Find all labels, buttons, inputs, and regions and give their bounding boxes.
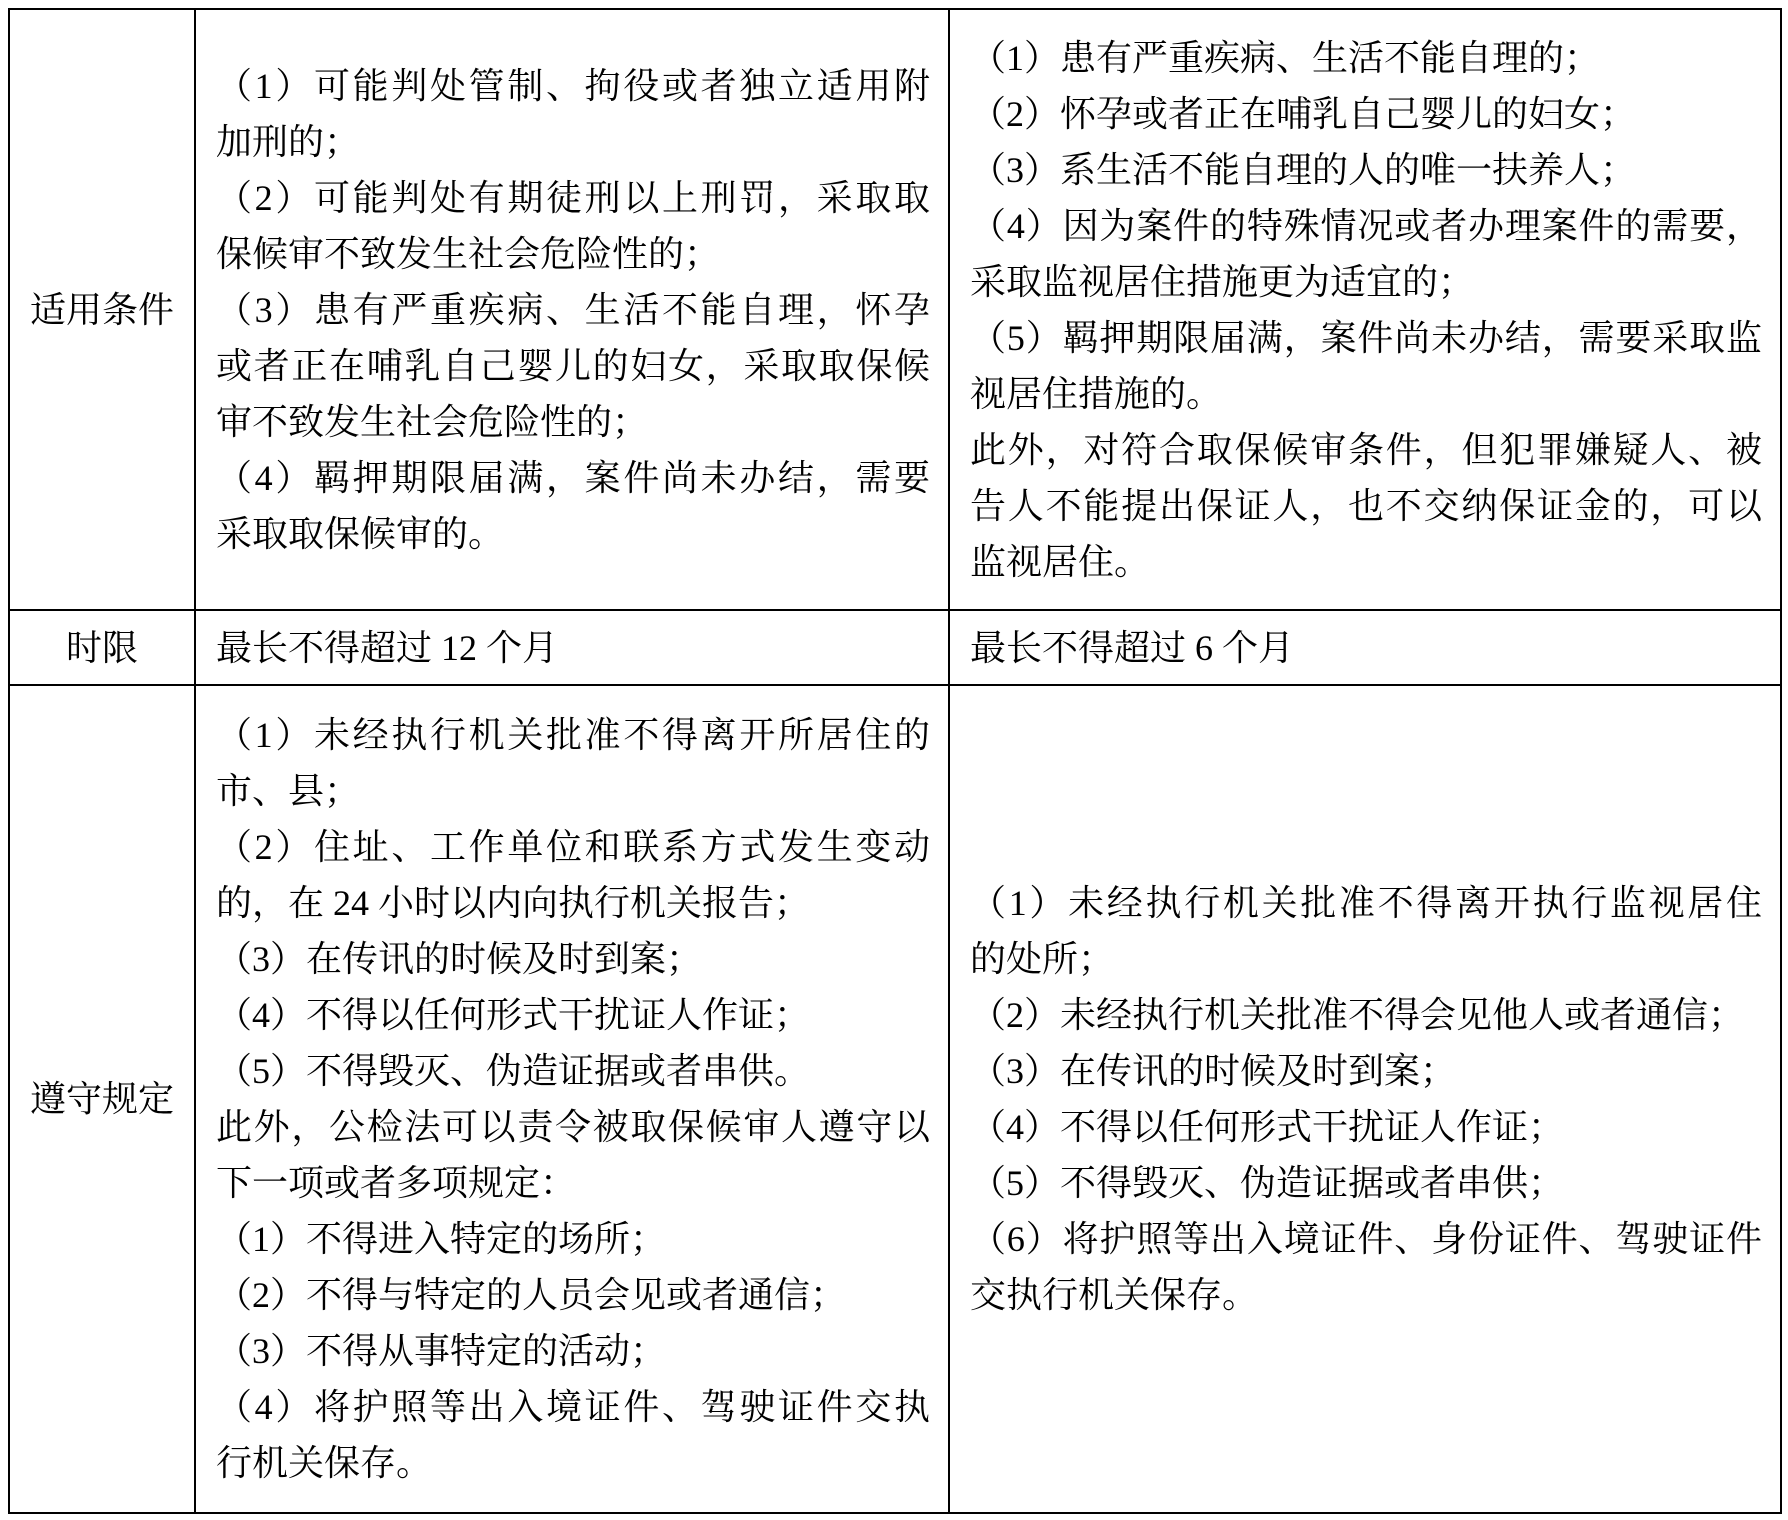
- paragraph: [970, 620, 1762, 676]
- paragraph: [216, 620, 930, 676]
- text-line: （2）未经执行机关批准不得会见他人或者通信；: [970, 995, 1745, 1035]
- text-line: （2）怀孕或者正在哺乳自己婴儿的妇女；: [970, 93, 1637, 134]
- text-line: 市、县；: [216, 771, 361, 811]
- text-line: 最长不得超过 6 个月: [970, 627, 1295, 668]
- text-line: （2）住址、工作单位和联系方式发生变动: [216, 827, 930, 867]
- paragraph: [216, 1043, 930, 1099]
- paragraph: [216, 1099, 930, 1211]
- conditions-col-a-cell: [196, 10, 950, 611]
- paragraph: [216, 282, 930, 450]
- rules-col-b-cell: [950, 686, 1782, 1514]
- paragraph: [970, 142, 1762, 198]
- text-line: （4）不得以任何形式干扰证人作证；: [970, 1107, 1565, 1147]
- text-line: （3）在传讯的时候及时到案；: [216, 939, 703, 979]
- paragraph: [216, 931, 930, 987]
- text-line: （2）不得与特定的人员会见或者通信；: [216, 1275, 847, 1315]
- text-line: （3）系生活不能自理的人的唯一扶养人；: [970, 149, 1637, 190]
- text-line: 此外，公检法可以责令被取保候审人遵守以: [216, 1107, 930, 1147]
- text-line: 采取监视居住措施更为适宜的；: [970, 261, 1475, 302]
- text-line: （4）不得以任何形式干扰证人作证；: [216, 995, 811, 1035]
- text-line: 最长不得超过 12 个月: [216, 627, 559, 668]
- paragraph: [970, 310, 1762, 422]
- paragraph: [216, 1379, 930, 1491]
- text-line: 行机关保存。: [216, 1443, 433, 1483]
- paragraph: [216, 1267, 930, 1323]
- text-line: （4）将护照等出入境证件、驾驶证件交执: [216, 1387, 930, 1427]
- text-line: （1）未经执行机关批准不得离开执行监视居住: [970, 883, 1762, 923]
- paragraph: [970, 198, 1762, 310]
- text-line: 加刑的；: [216, 121, 361, 162]
- text-line: 视居住措施的。: [970, 373, 1223, 414]
- text-line: 保候审不致发生社会危险性的；: [216, 233, 721, 274]
- text-line: 下一项或者多项规定：: [216, 1163, 577, 1203]
- text-line: 审不致发生社会危险性的；: [216, 401, 649, 442]
- row-label-cell-conditions: [10, 10, 196, 611]
- text-line: （3）不得从事特定的活动；: [216, 1331, 667, 1371]
- row-label-cell-rules: [10, 686, 196, 1514]
- comparison-table: [8, 8, 1782, 1514]
- text-line: （1）可能判处管制、拘役或者独立适用附: [216, 65, 930, 106]
- paragraph: [970, 987, 1762, 1043]
- text-line: （4）羁押期限届满，案件尚未办结，需要: [216, 457, 930, 498]
- paragraph: [970, 422, 1762, 590]
- text-line: （3）在传讯的时候及时到案；: [970, 1051, 1457, 1091]
- paragraph: [216, 1323, 930, 1379]
- paragraph: [970, 1211, 1762, 1323]
- paragraph: [970, 30, 1762, 86]
- text-line: （1）不得进入特定的场所；: [216, 1219, 667, 1259]
- text-line: 采取取保候审的。: [216, 513, 505, 554]
- conditions-col-b-cell: [950, 10, 1782, 611]
- text-line: （5）不得毁灭、伪造证据或者串供；: [970, 1163, 1565, 1203]
- rules-col-a-cell: [196, 686, 950, 1514]
- text-line: （1）患有严重疾病、生活不能自理的；: [970, 37, 1601, 78]
- text-line: （1）未经执行机关批准不得离开所居住的: [216, 715, 930, 755]
- text-line: （5）羁押期限届满，案件尚未办结，需要采取监: [970, 317, 1762, 358]
- text-line: 的，在 24 小时以内向执行机关报告；: [216, 883, 811, 923]
- row-label: 时限: [65, 627, 138, 668]
- row-label: 遵守规定: [29, 1079, 174, 1119]
- text-line: 或者正在哺乳自己婴儿的妇女，采取取保候: [216, 345, 930, 386]
- paragraph: [970, 875, 1762, 987]
- paragraph: [970, 1155, 1762, 1211]
- paragraph: [216, 450, 930, 562]
- time-limit-col-a-cell: [196, 611, 950, 686]
- paragraph: [970, 1099, 1762, 1155]
- text-line: （2）可能判处有期徒刑以上刑罚，采取取: [216, 177, 930, 218]
- row-label-cell-time-limit: [10, 611, 196, 686]
- time-limit-col-b-cell: [950, 611, 1782, 686]
- row-label: 适用条件: [29, 289, 174, 330]
- text-line: （4）因为案件的特殊情况或者办理案件的需要，: [970, 205, 1762, 246]
- paragraph: [970, 86, 1762, 142]
- paragraph: [216, 819, 930, 931]
- text-line: （3）患有严重疾病、生活不能自理，怀孕: [216, 289, 930, 330]
- paragraph: [216, 987, 930, 1043]
- text-line: 告人不能提出保证人，也不交纳保证金的，可以: [970, 485, 1762, 526]
- text-line: 监视居住。: [970, 541, 1151, 582]
- paragraph: [216, 170, 930, 282]
- paragraph: [970, 1043, 1762, 1099]
- paragraph: [216, 707, 930, 819]
- text-line: （5）不得毁灭、伪造证据或者串供。: [216, 1051, 811, 1091]
- text-line: （6）将护照等出入境证件、身份证件、驾驶证件: [970, 1219, 1762, 1259]
- paragraph: [216, 1211, 930, 1267]
- text-line: 此外，对符合取保候审条件，但犯罪嫌疑人、被: [970, 429, 1762, 470]
- text-line: 交执行机关保存。: [970, 1275, 1259, 1315]
- text-line: 的处所；: [970, 939, 1115, 979]
- paragraph: [216, 58, 930, 170]
